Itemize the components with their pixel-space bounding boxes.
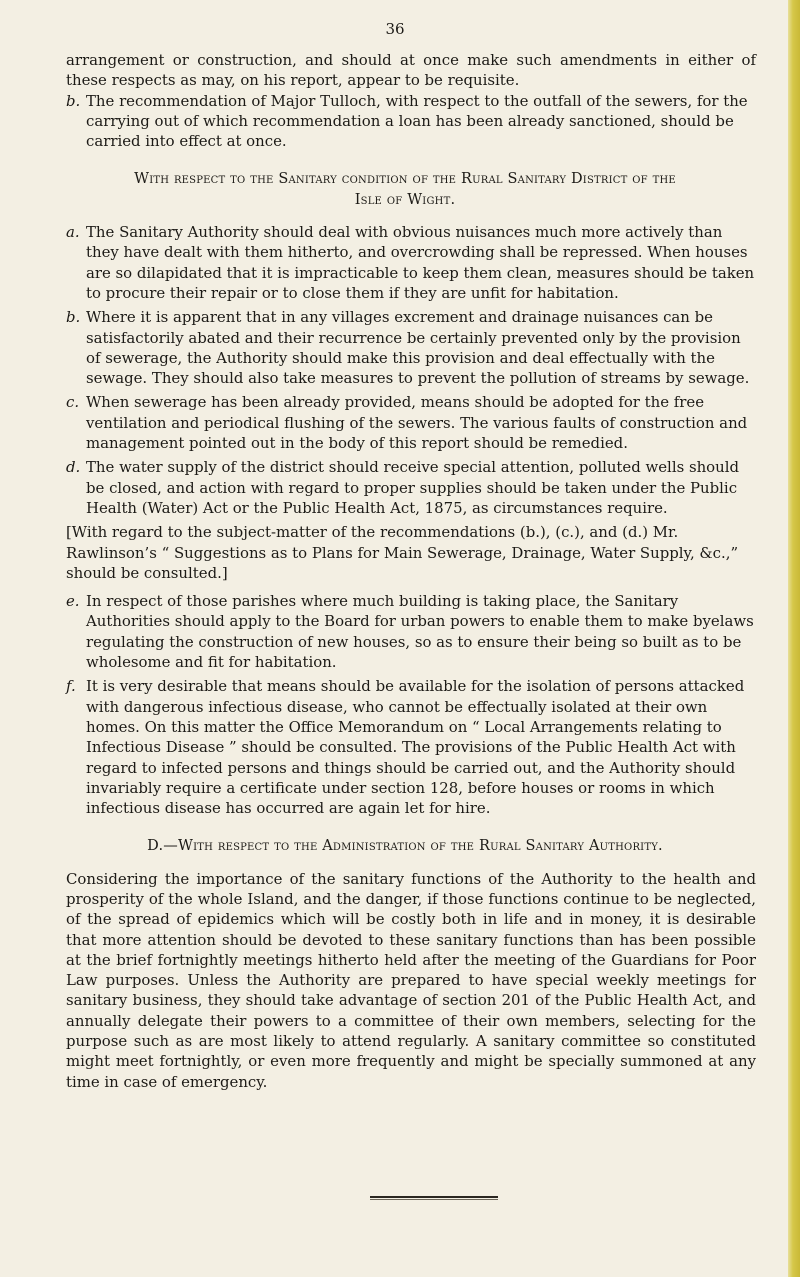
page-number: 36	[385, 20, 405, 38]
heading-text: D.—With respect to the Administration of the Rural Sanitary Authority.	[147, 838, 663, 855]
section-heading-administration	[66, 836, 744, 856]
item-text: The recommendation of Major Tulloch, with respect to the outfall of the sewers, for the carrying out of which recommendation a loan has been already sanctioned, should be carried into effect at once.	[86, 91, 748, 151]
bracketed-note: [With regard to the subject-matter of the recommendations (b.), (c.), and (d.) Mr. Rawlinson’s “ Suggestions as to Plans for Main Sewerage, Drainage, Water Supply, &c.,” should be consulted.]	[66, 523, 739, 582]
closing-rule-thin	[370, 1199, 498, 1200]
item-text: The Sanitary Authority should deal with obvious nuisances much more actively than they have dealt with them hitherto, and overcrowding shall be repressed. When houses are so dilapidated that it is impracticable to keep them clean, measures should be taken to procure their repair or to close them if they are unfit for habitation.	[86, 223, 755, 302]
recommendation-d	[66, 457, 756, 518]
item-label: b.	[66, 308, 81, 327]
item-label: a.	[66, 223, 80, 242]
item-text: It is very desirable that means should be available for the isolation of persons attacked with dangerous infectious disease, who cannot be effectually isolated at their own homes. On this matter the Office Memorandum on “ Local Arrangements relating to Infectious Disease ” should be consulted. The provisions of the Public Health Act with regard to infected persons and things should be carried out, and the Authority should invariably require a certificate under section 128, before houses or rooms in which infectious disease has occurred are again let for hire.	[86, 677, 745, 818]
item-text: In respect of those parishes where much building is taking place, the Sanitary Authorities should apply to the Board for urban powers to enable them to make byelaws regulating the construction of new houses, so as to ensure their being so built as to be wholesome and fit for habitation.	[86, 592, 754, 672]
item-text: Where it is apparent that in any villages excrement and drainage nuisances can be satisfactorily abated and their recurrence be certainly prevented only by the provision of sewerage, the Authority should make this provision and deal effectually with the sewage. They should also take measures to prevent the pollution of streams by sewage.	[86, 308, 750, 388]
recommendation-b	[66, 307, 756, 388]
item-label: f.	[66, 677, 76, 696]
item-label: e.	[66, 592, 80, 611]
recommendation-c	[66, 392, 756, 453]
page-edge	[788, 0, 800, 1277]
recommendation-f	[66, 676, 756, 818]
heading-line-2: Isle of Wight.	[354, 191, 456, 208]
item-text: The water supply of the district should receive special attention, polluted wells should be closed, and action with regard to proper supplies should be taken under the Public Health (Water) Act or the Public Health Act, 1875, as circumstances require.	[86, 458, 740, 517]
section-heading-sanitary-condition	[66, 169, 744, 210]
item-label: c.	[66, 393, 80, 412]
document-body	[66, 50, 756, 1092]
closing-rule	[370, 1196, 498, 1198]
heading-line-1: With respect to the Sanitary condition of the Rural Sanitary District of the	[134, 171, 676, 188]
item-label: b.	[66, 91, 81, 110]
item-label: d.	[66, 458, 81, 477]
administration-paragraph: Considering the importance of the sanitary functions of the Authority to the health and prosperity of the whole Island, and the danger, if those functions continue to be neglected, of the spread of epidemics which will be costly both in life and in money, it is desirable that more attention should be devoted to these sanitary functions than has been possible at the brief fortnightly meetings hitherto held after the meeting of the Guardians for Poor Law purposes. Unless the Authority are prepared to have special weekly meetings for sanitary business, they should take advantage of section 201 of the Public Health Act, and annually delegate their powers to a committee of their own members, selecting for the purpose such as are most likely to attend regularly. A sanitary committee so constituted might meet fortnightly, or even more frequently and might be specially summoned at any time in case of emergency.	[66, 869, 756, 1091]
recommendation-b-outfall	[66, 91, 756, 152]
continuation-text: arrangement or construction, and should at once make such amendments in either of these respects as may, on his report, appear to be requisite.	[66, 51, 756, 90]
item-text: When sewerage has been already provided, means should be adopted for the free ventilation and periodical flushing of the sewers. The various faults of construction and management pointed out in the body of this report should be remedied.	[86, 393, 748, 453]
recommendation-e	[66, 591, 756, 672]
recommendation-a	[66, 222, 756, 303]
